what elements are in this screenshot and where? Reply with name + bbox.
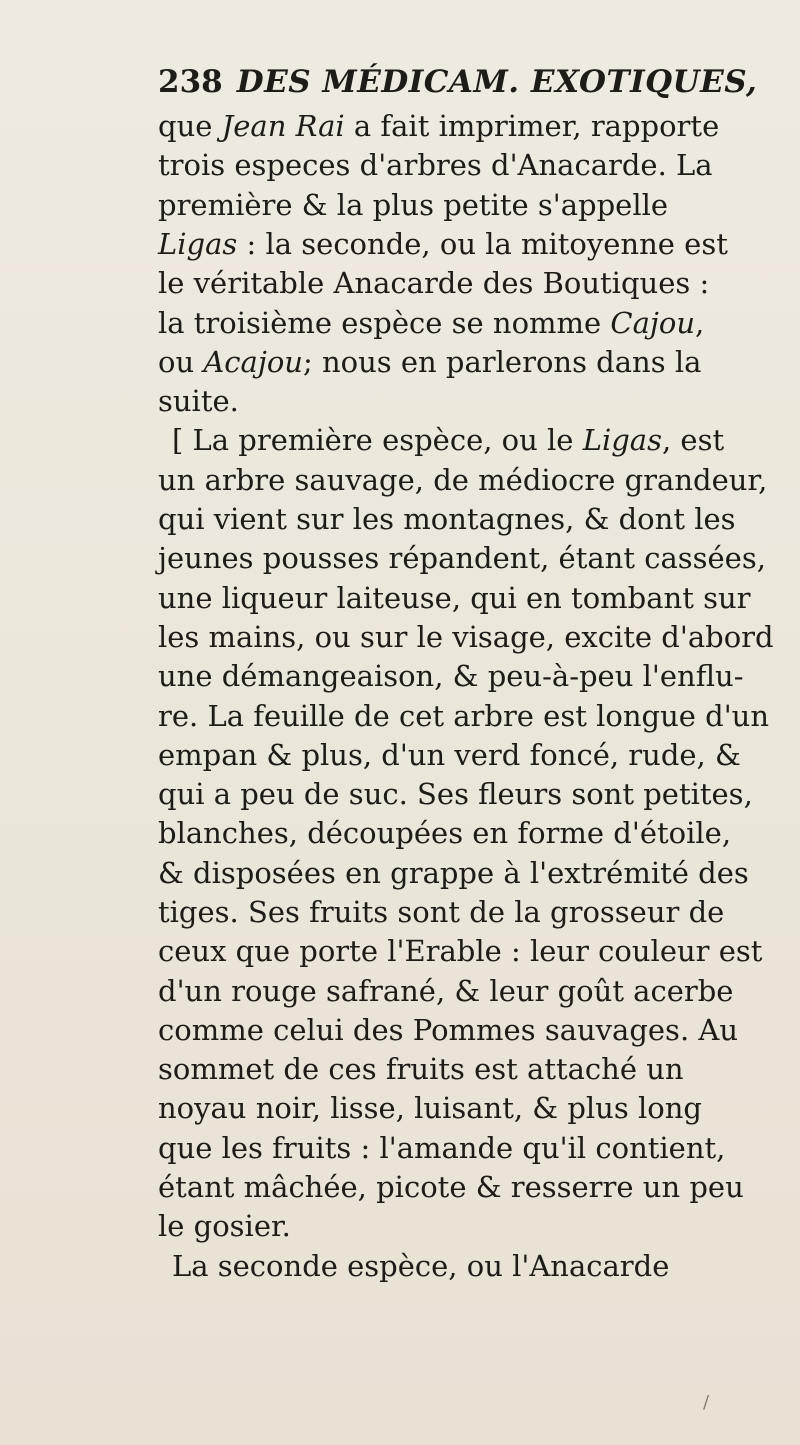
text-line xyxy=(158,813,731,853)
text-line xyxy=(158,460,767,500)
text-line xyxy=(158,1010,738,1050)
text-run: jeunes pousses répandent, étant cassées, xyxy=(158,541,766,575)
text-line xyxy=(158,1206,291,1246)
text-run: trois especes d'arbres d'Anacarde. La xyxy=(158,148,713,182)
text-run: : la seconde, ou la mitoyenne est xyxy=(237,227,728,261)
text-line xyxy=(158,774,753,814)
text-run: a fait imprimer, rapporte xyxy=(344,109,720,143)
text-run: , est xyxy=(661,423,725,457)
text-line xyxy=(158,499,736,539)
italic-run: Ligas xyxy=(158,227,238,261)
text-run: d'un rouge safrané, & leur goût acerbe xyxy=(158,974,734,1008)
text-line xyxy=(158,263,709,303)
text-line xyxy=(158,578,751,618)
text-line xyxy=(158,696,769,736)
text-line xyxy=(158,617,774,657)
text-run: qui vient sur les montagnes, & dont les xyxy=(158,502,736,536)
text-line xyxy=(158,931,762,971)
text-line xyxy=(158,145,713,185)
page-number: 238 xyxy=(158,64,223,100)
text-run: blanches, découpées en forme d'étoile, xyxy=(158,816,732,850)
page-mark: / xyxy=(703,1392,710,1413)
text-run: sommet de ces fruits est attaché un xyxy=(158,1052,684,1086)
text-run: re. La feuille de cet arbre est longue d'un xyxy=(158,699,770,733)
text-line xyxy=(158,538,766,578)
text-run: , xyxy=(695,306,705,340)
text-run: que xyxy=(158,109,222,143)
text-line xyxy=(158,185,668,225)
text-line xyxy=(158,735,741,775)
text-line xyxy=(158,381,239,421)
text-line xyxy=(172,420,724,460)
text-line xyxy=(172,1246,669,1286)
text-line xyxy=(158,106,719,146)
italic-run: Cajou xyxy=(610,306,696,340)
text-run: première & la plus petite s'appelle xyxy=(158,188,669,222)
running-title: DES MÉDICAM. EXOTIQUES, xyxy=(236,64,758,100)
text-run: le gosier. xyxy=(158,1209,291,1243)
text-run: tiges. Ses fruits sont de la grosseur de xyxy=(158,895,725,929)
text-line xyxy=(158,303,704,343)
italic-run: Jean Rai xyxy=(221,109,345,143)
running-head xyxy=(158,62,758,102)
text-run: La seconde espèce, ou l'Anacarde xyxy=(172,1249,670,1283)
text-line xyxy=(158,1128,725,1168)
italic-run: Ligas xyxy=(582,423,662,457)
text-line xyxy=(158,971,733,1011)
text-run: la troisième espèce se nomme xyxy=(158,306,611,340)
text-run: le véritable Anacarde des Boutiques : xyxy=(158,266,710,300)
text-run: ceux que porte l'Erable : leur couleur est xyxy=(158,934,763,968)
text-line xyxy=(158,1167,744,1207)
text-line xyxy=(158,342,701,382)
text-run: noyau noir, lisse, luisant, & plus long xyxy=(158,1091,702,1125)
text-run: une démangeaison, & peu-à-peu l'enflu- xyxy=(158,659,744,693)
text-run: étant mâchée, picote & resserre un peu xyxy=(158,1170,744,1204)
text-line xyxy=(158,1088,702,1128)
text-run: une liqueur laiteuse, qui en tombant sur xyxy=(158,581,751,615)
text-run: ; nous en parlerons dans la xyxy=(302,345,702,379)
text-run: ou xyxy=(158,345,204,379)
italic-run: Acajou xyxy=(203,345,303,379)
text-run: comme celui des Pommes sauvages. Au xyxy=(158,1013,738,1047)
text-run: qui a peu de suc. Ses fleurs sont petites, xyxy=(158,777,753,811)
text-run: [ La première espèce, ou le xyxy=(172,423,583,457)
text-run: & disposées en grappe à l'extrémité des xyxy=(158,856,749,890)
text-line xyxy=(158,656,744,696)
text-line xyxy=(158,1049,684,1089)
text-line xyxy=(158,892,724,932)
text-run: empan & plus, d'un verd foncé, rude, & xyxy=(158,738,741,772)
text-line xyxy=(158,853,749,893)
text-run: que les fruits : l'amande qu'il contient, xyxy=(158,1131,726,1165)
text-run: suite. xyxy=(158,384,239,418)
text-run: les mains, ou sur le visage, excite d'abord xyxy=(158,620,774,654)
text-line xyxy=(158,224,728,264)
text-run: un arbre sauvage, de médiocre grandeur, xyxy=(158,463,768,497)
